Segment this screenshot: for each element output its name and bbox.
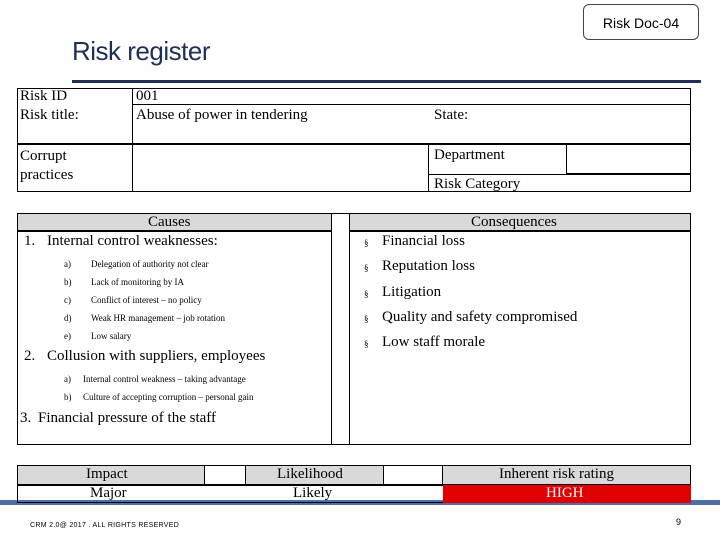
sub-letter: b) <box>64 392 72 402</box>
inherent-rating-label: Inherent risk rating <box>499 466 614 482</box>
causes-consequences-header-band <box>17 213 691 231</box>
rating-spacer-2 <box>383 465 443 485</box>
sub-cause: Internal control weakness – taking advantage <box>83 374 246 384</box>
department-label: Department <box>434 147 505 163</box>
risk-title-label: Risk title: <box>20 107 79 123</box>
title-divider <box>72 80 701 83</box>
cause-number: 1. <box>24 233 36 249</box>
page-title: Risk register <box>72 36 210 66</box>
bullet-icon: § <box>364 238 369 248</box>
sub-cause: Weak HR management – job rotation <box>91 313 225 323</box>
sub-cause: Conflict of interest – no policy <box>91 295 202 305</box>
consequence-item: Quality and safety compromised <box>382 309 578 325</box>
risk-category-label: Risk Category <box>434 176 521 192</box>
state-label: State: <box>434 107 469 123</box>
sub-cause: Culture of accepting corruption – personal gain <box>83 392 254 402</box>
impact-value: Major <box>90 485 127 501</box>
rating-spacer-1 <box>204 465 246 485</box>
cause-number: 3. <box>20 410 32 426</box>
impact-label: Impact <box>86 466 128 482</box>
document-tag: Risk Doc-04 <box>583 4 699 40</box>
risk-title-value: Abuse of power in tendering <box>136 107 308 123</box>
risk-header-block <box>17 88 691 144</box>
bullet-icon: § <box>364 289 369 299</box>
category-left-label: Corrupt practices <box>20 148 74 183</box>
sub-letter: a) <box>64 259 71 269</box>
sub-cause: Lack of monitoring by IA <box>91 277 184 287</box>
consequence-item: Litigation <box>382 284 442 300</box>
sub-letter: d) <box>64 313 72 323</box>
bullet-icon: § <box>364 314 369 324</box>
consequence-item: Reputation loss <box>382 258 475 274</box>
causes-heading: Causes <box>148 214 191 230</box>
sub-letter: b) <box>64 277 72 287</box>
sub-letter: a) <box>64 374 71 384</box>
cause-label: Financial pressure of the staff <box>38 410 217 426</box>
consequences-heading: Consequences <box>471 214 557 230</box>
risk-id-value: 001 <box>136 88 159 104</box>
bullet-icon: § <box>364 263 369 273</box>
consequence-item: Low staff morale <box>382 334 486 350</box>
likelihood-label: Likelihood <box>277 466 343 482</box>
copyright-footer: CRM 2.0@ 2017 . ALL RIGHTS RESERVED <box>30 522 180 529</box>
sub-cause: Delegation of authority not clear <box>91 259 209 269</box>
sub-letter: e) <box>64 331 71 341</box>
cause-label: Internal control weaknesses: <box>47 233 218 249</box>
department-value-cell[interactable] <box>566 144 691 174</box>
cause-label: Collusion with suppliers, employees <box>47 348 266 364</box>
column-separator <box>331 213 350 445</box>
sub-cause: Low salary <box>91 331 132 341</box>
bullet-icon: § <box>364 339 369 349</box>
cause-number: 2. <box>24 348 36 364</box>
inherent-rating-value: HIGH <box>546 485 584 501</box>
likelihood-value: Likely <box>293 485 333 501</box>
sub-letter: c) <box>64 295 71 305</box>
page-number: 9 <box>676 517 682 527</box>
consequence-item: Financial loss <box>382 233 465 249</box>
risk-id-label: Risk ID <box>20 88 68 104</box>
